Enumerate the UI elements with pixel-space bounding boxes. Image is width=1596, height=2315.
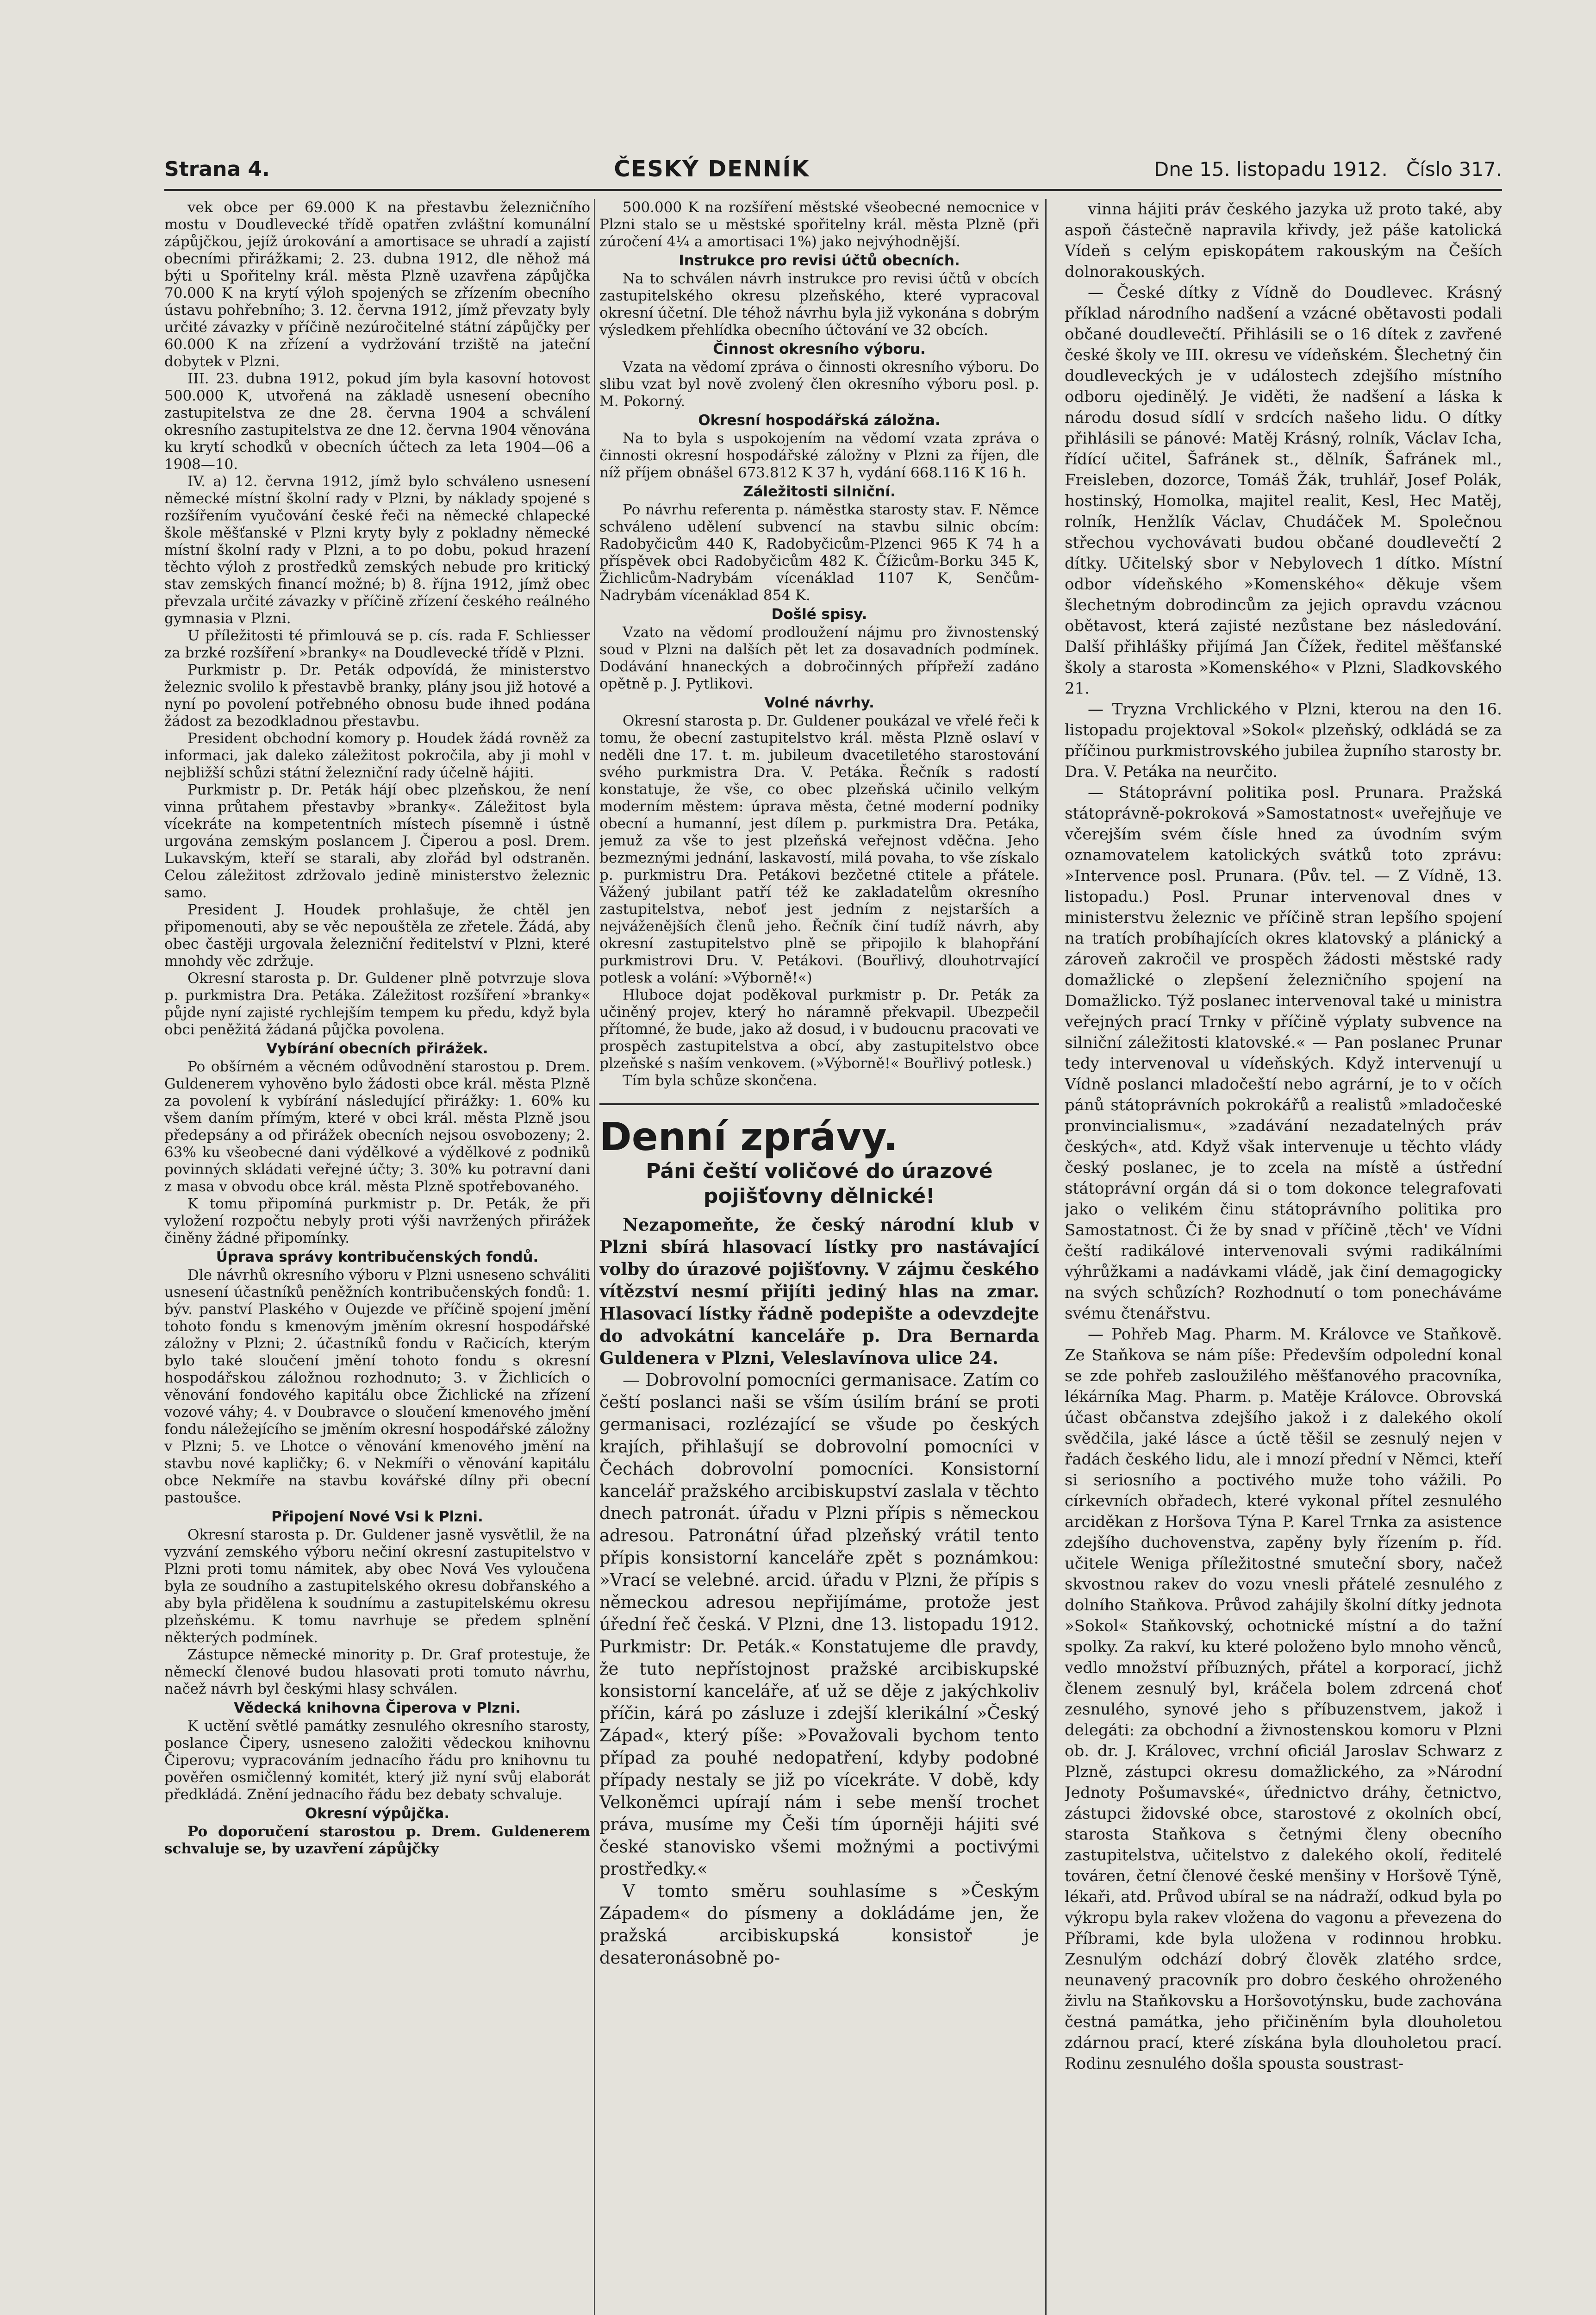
article-paragraph: President J. Houdek prohlašuje, že chtěl jen připomenouti, aby se věc nepouštěla ze zřetele. Žádá, aby obec častěji urgovala železniční ředitelství v Plzni, které mnohdy věc zdržuje.	[164, 901, 590, 970]
article-paragraph: K tomu připomíná purkmistr p. Dr. Peták, že při vyložení rozpočtu nebyly proti výši navržených přirážek činěny žádné připomínky.	[164, 1195, 590, 1246]
article-paragraph: 500.000 K na rozšíření městské všeobecné nemocnice v Plzni stalo se u městské spořitelny král. města Plzně (při zúročení 4¼ a amortisaci 1%) jako nejvýhodnější.	[599, 199, 1039, 250]
column-3	[1065, 199, 1502, 2315]
article-paragraph: Na to schválen návrh instrukce pro revisi účtů v obcích zastupitelského okresu plzeňského, které vypracoval okresní účetní. Dle téhož návrhu byla již vykonána s dobrým výsledkem přehlídka obecního účtování ve 32 obcích.	[599, 270, 1039, 338]
date: Dne 15. listopadu 1912.	[1153, 157, 1388, 181]
article-paragraph: President obchodní komory p. Houdek žádá rovněž za informaci, jak daleko záležitost pokročila, aby ji mohl v nejbližší schůzi státní železniční rady účelně hájiti.	[164, 730, 590, 781]
article-heading: Okresní výpůjčka.	[305, 1805, 450, 1822]
article-paragraph: III. 23. dubna 1912, pokud jím byla kasovní hotovost 500.000 K, utvořená na základě usnesení obecního zastupitelstva ze dne 28. června 1904 a schválení okresního zastupitelstva ze dne 12. června 1904 věnována ku krytí schodků v obecních účtech za leta 1904—06 a 1908—10.	[164, 370, 590, 473]
article-heading: Vybírání obecních přirážek.	[266, 1040, 488, 1057]
article-heading: Činnost okresního výboru.	[713, 341, 926, 357]
notice-block	[599, 1214, 1039, 1369]
article-paragraph: Vzato na vědomí prodloužení nájmu pro živnostenský soud v Plzni na dalších pět let za dosavadních podmínek. Dodávání hnaneckých a dobročinných přípřeží zadáno opětně p. J. Pytlikovi.	[599, 624, 1039, 692]
article-paragraph: Tím byla schůze skončena.	[623, 1072, 817, 1089]
article-paragraph: — České dítky z Vídně do Doudlevec. Krásný příklad národního nadšení a vzácné obětavosti podali občané doudlevečtí. Přihlásili se o 16 dítek z zavřené české školy ve III. okresu ve vídeňském. Šlechetný čin doudleveckých je v událostech zdejšího místního odboru ojedinělý. Je viděti, že nadšení a láska k národu dosud sídlí v srdcích našeho lidu. O dítky přihlásili se pánové: Matěj Krásný, rolník, Václav Icha, řídící učitel, Šafránek st., dělník, Šafránek ml., Freisleben, dozorce, Tomáš Žák, truhlář, Josef Polák, hostinský, Homolka, majitel realit, Kesl, Hec Matěj, rolník, Henžlík Václav, Chudáček M. Společnou střechou vychovávati budou občané doudlevečtí 2 dítky. Učitelský sbor v Nebylovech 1 dítko. Místní odbor vídeňského »Komenského« děkuje všem šlechetným dobrodincům za jejich opravdu vzácnou obětavost, která zajisté nezůstane bez následování. Další přihlášky přijímá Jan Čížek, ředitel měšťanské školy a starosta »Komenského« v Plzni, Sladkovského 21.	[1065, 283, 1502, 698]
article-paragraph: Okresní starosta p. Dr. Guldener jasně vysvětlil, že na vyzvání zemského výboru nečiní okresní zastupitelstvo v Plzni proti tomu námitek, aby obec Nová Ves vyloučena byla ze soudního a zastupitelského okresu dobřanského a aby byla přidělena k soudnímu a zastupitelskému okresu plzeňskému. K tomu navrhuje se předem splnění některých podmínek.	[164, 1527, 590, 1646]
article-paragraph: Zástupce německé minority p. Dr. Graf protestuje, že německí členové budou hlasovati proti tomuto návrhu, načež návrh byl českými hlasy schválen.	[164, 1646, 590, 1697]
column-2-lower	[599, 1369, 1039, 1969]
article-heading: Instrukce pro revisi účtů obecních.	[679, 252, 960, 269]
article-paragraph: Dle návrhů okresního výboru v Plzni usneseno schváliti usnesení účastníků peněžních kontribučenských fondů: 1. býv. panství Plaského v Oujezde ve příčině spojení jmění tohoto fondu s kmenovým jměním okresní hospodářské záložny v Plzni; 2. účastníků fondu v Račicích, kterým bylo také sloučení jmění tohoto fondu s okresní hospodářskou záložnou rozhodnuto; 3. v Žichlicích o věnování fondového kapitálu obce Žichlické na zřízení vozové váhy; 4. v Doubravce o sloučení kmenového jmění fondu náležejícího se jměním okresní hospodářské záložny v Plzni; 5. ve Lhotce o věnování kmenového jmění na stavbu nové kapličky; 6. v Nekmíři o věnování kapitálu obce Nekmíře na stavbu kovářské dílny při obecní pastoušce.	[164, 1267, 590, 1506]
article-paragraph: Purkmistr p. Dr. Peták odpovídá, že ministerstvo železnic svolilo k přestavbě branky, plány jsou již hotové a nyní po povolení potřebného obnosu bude ihned podána žádost za bezodkladnou přestavbu.	[164, 662, 590, 730]
page-number: Strana 4.	[164, 157, 270, 181]
section-subtitle-2: pojišťovny dělnické!	[703, 1184, 935, 1208]
article-heading: Připojení Nové Vsi k Plzni.	[271, 1508, 483, 1525]
column-divider	[594, 199, 595, 2315]
column-1	[164, 199, 590, 2315]
article-heading: Záležitosti silniční.	[743, 483, 896, 500]
article-paragraph: Purkmistr p. Dr. Peták hájí obec plzeňskou, že není vinna průtahem přestavby »branky«. Záležitost byla vícekráte na kompetentních místech písemně i ústně urgována zemským poslancem J. Čiperou a posl. Drem. Lukavským, kteří se starali, aby zlořád byl odstraněn. Celou záležitost zdržovalo jedině ministerstvo železnic samo.	[164, 782, 590, 901]
article-paragraph: IV. a) 12. června 1912, jímž bylo schváleno usnesení německé místní školní rady v Plzni, by náklady spojené s rozšířením vyučování české řeči na německé chlapecké škole měšťanské v Plzni kryty byly z pokladny německé místní školní rady v Plzni, a to po dobu, pokud hrazení těchto výloh z prostředků zemských nebude pro kritický stav zemských financí možné; b) 8. října 1912, jímž obec převzala určité závazky v příčině zřízení českého reálného gymnasia v Plzni.	[164, 473, 590, 627]
issue-number: Číslo 317.	[1406, 157, 1502, 181]
article-paragraph: K uctění světlé památky zesnulého okresního starosty, poslance Čipery, usneseno založiti vědeckou knihovnu Čiperovu; vypracováním jednacího řádu pro knihovnu tu pověřen osmičlenný komitét, který již nyní svůj elaborát předkládá. Znění jednacího řádu bez debaty schvaluje.	[164, 1718, 590, 1803]
column-divider	[1045, 199, 1047, 2315]
newspaper-title: ČESKÝ DENNÍK	[614, 156, 810, 182]
notice-text: Nezapomeňte, že český národní klub v Plzni sbírá hlasovací lístky pro nastávající volby do úrazové pojišťovny. V zájmu českého vítězství nesmí přijíti jediný hlas na zmar. Hlasovací lístky řádně podepište a odevzdejte do advokátní kanceláře p. Dra Bernarda Guldenera v Plzni, Veleslavínova ulice 24.	[599, 1214, 1039, 1368]
article-heading: Úprava správy kontribučenských fondů.	[216, 1249, 539, 1265]
column-2-upper	[599, 199, 1039, 1089]
column-2	[599, 199, 1039, 2315]
header-rule	[164, 189, 1502, 191]
article-paragraph: vinna hájiti práv českého jazyka už proto také, aby aspoň částečně napravila křivdy, jež páše katolická Vídeň s celým episkopátem rakouským na Češích dolnorakouských.	[1065, 200, 1502, 281]
section-subtitle-1: Páni čeští voličové do úrazové	[646, 1159, 993, 1183]
article-paragraph: Po obšírném a věcném odůvodnění starostou p. Drem. Guldenerem vyhověno bylo žádosti obce král. města Plzně za povolení k vybírání následující přirážky: 1. 60% ku všem daním přímým, které v obci král. města Plzně jsou předepsány a od přirážek obecních nejsou osvobozeny; 2. 63% ku všeobecné dani výdělkové a výdělkové z podniků povinných skládati veřejné účty; 3. 30% ku potravní dani z masa v obvodu obce král. města Plzně spotřebovaného.	[164, 1058, 590, 1195]
article-paragraph: U příležitosti té přimlouvá se p. cís. rada F. Schliesser za brzké rozšíření »branky« na Doudlevecké třídě v Plzni.	[164, 627, 590, 661]
article-heading: Volné návrhy.	[764, 694, 874, 711]
article-paragraph: — Dobrovolní pomocníci germanisace. Zatím co čeští poslanci naši se vším úsilím brání se proti germanisaci, rozlézající se všude po českých krajích, přihlašují se dobrovolní pomocníci v Čechách dobrovolní pomocníci. Konsistorní kancelář pražského arcibiskupství zaslala v těchto dnech patronát. úřadu v Plzni přípis s německou adresou. Patronátní úřad plzeňský vrátil tento přípis konsistorní kanceláře zpět s poznámkou: »Vrací se velebné. arcid. úřadu v Plzni, že přípis s německou adresou nepřijímáme, protože jest úřední řeč česká. V Plzni, dne 13. listopadu 1912. Purkmistr: Dr. Peták.« Konstatujeme dle pravdy, že tuto nepřístojnost pražské arcibiskupské konsistorní kanceláře, ať už se děje z jakýchkoliv příčin, kárá po zásluze i zdejší klerikální »Český Západ«, který píše: »Považovali bychom tento případ za pouhé nedopatření, kdyby podobné případy nestaly se již po vícekráte. V době, kdy Velkoněmci upírají nám i sebe menší trochet práva, musíme my Češi tím úporněji hájiti své české stanovisko všemi možnými a poctivými prostředky.«	[599, 1370, 1039, 1879]
article-paragraph: — Pohřeb Mag. Pharm. M. Královce ve Staňkově. Ze Staňkova se nám píše: Především odpolední konal se zde pohřeb zasloužilého měšťanového pracovníka, lékárníka Mag. Pharm. p. Matěje Královce. Obrovská účast občanstva zdejšího jakož i z dalekého okolí svědčila, jaké lásce a úctě těšil se zesnulý nejen v řadách českého lidu, ale i mnozí přední v Němci, kteří si seriosního a poctivého muže toho vážili. Po církevních obřadech, které vykonal přítel zesnulého arciděkan z Horšova Týna P. Karel Trnka za asistence zdejšího duchovenstva, zapěny byly řízením p. říd. učitele Weniga příležitostné smuteční sbory, načež skvostnou rakev do vozu vnesli přátelé zesnulého z dolního Staňkova. Průvod zahájily školní dítky jednota »Sokol« Staňkovský, ochotnické místní a do tažní spolky. Za rakví, ku které položeno bylo mnoho věnců, vedlo množství příbuzných, přátel a korporací, jichž členem zesnulý byl, kráčela bolem zdrcená choť zesnulého, synové jeho s příbuzenstvem, jakož i delegáti: za obchodní a živnostenskou komoru v Plzni ob. dr. J. Královec, vrchní oficiál Jaroslav Schwarz z Plzně, zástupci okresu domažlického, za »Národní Jednoty Pošumavské«, úřednictvo dráhy, četnictvo, zástupci židovské obce, starostové z okolních obcí, starosta Staňkova s četnými členy obecního zastupitelstva, učitelstvo z dalekého okolí, ředitelé továren, četní členové české menšiny v Horšově Týně, lékaři, atd. Průvod ubíral se na nádraží, odkud byla po výkropu byla rakev vložena do vagonu a převezena do Příbrami, kde byla uložena v rodinnou hrobku. Zesnulým odchází dobrý člověk zlatého srdce, neunavený pracovník pro dobro českého ohroženého živlu na Staňkovsku a Horšovotýnsku, bude zachována čestná památka, jeho přičiněním byla dlouholetou zdárnou prací, které získána byla dlouholetou prací. Rodinu zesnulého došla spousta soustrast-	[1065, 1325, 1502, 2073]
section-title: Denní zprávy.	[599, 1114, 898, 1159]
article-paragraph: — Tryzna Vrchlického v Plzni, kterou na den 16. listopadu projektoval »Sokol« plzeňský, odkládá se za příčinou purkmistrovského jubilea župního starosty br. Dra. V. Petáka na neurčito.	[1065, 700, 1502, 781]
article-paragraph: Vzata na vědomí zpráva o činnosti okresního výboru. Do slibu vzat byl nově zvolený člen okresního výboru posl. p. M. Pokorný.	[599, 359, 1039, 410]
article-paragraph: vek obce per 69.000 K na přestavbu železničního mostu v Doudlevecké třídě opatřen zvláštní komunální zápůjčkou, jejíž úrokování a amortisace se uhradí a zajistí obecními přirážkami; 2. 23. dubna 1912, dle něhož má býti u Spořitelny král. města Plzně uzavřena zápůjčka 70.000 K na krytí výloh spojených se zřízením obecního ústavu pohřebního; 3. 12. června 1912, jímž převzaty byly určité závazky v příčině nezúročitelné státní zápůjčky per 60.000 K na zřízení a vydržování trziště na jateční dobytek v Plzni.	[164, 199, 590, 370]
issue-date	[1154, 158, 1502, 181]
article-paragraph: Po doporučení starostou p. Drem. Guldenerem schvaluje se, by uzavření zápůjčky	[164, 1823, 590, 1857]
article-heading: Vědecká knihovna Čiperova v Plzni.	[234, 1700, 521, 1716]
article-paragraph: Hluboce dojat poděkoval purkmistr p. Dr. Peták za učiněný projev, který ho náramně překvapil. Ubezpečil přítomné, že bude, jako až dosud, i v budoucnu pracovati ve prospěch zastupitelstva a obcí, aby zastupitelstvo obce plzeňské s naším venkovem. (»Výborně!« Bouřlivý potlesk.)	[599, 987, 1039, 1072]
article-heading: Došlé spisy.	[771, 606, 867, 623]
article-paragraph: V tomto směru souhlasíme s »Českým Západem« do písmeny a dokládáme jen, že pražská arcibiskupská konsistoř je desateronásobně po-	[599, 1881, 1039, 1968]
article-heading: Okresní hospodářská záložna.	[698, 412, 941, 429]
article-paragraph: Na to byla s uspokojením na vědomí vzata zpráva o činnosti okresní hospodářské záložny v Plzni za říjen, dle níž příjem obnášel 673.812 K 37 h, vydání 668.116 K 16 h.	[599, 430, 1039, 481]
article-paragraph: — Státoprávní politika posl. Prunara. Pražská státoprávně-pokroková »Samostatnost« uveřejňuje ve včerejším svém čísle hned za úvodním svým oznamovatelem katolických svátků toto zprávu: »Intervence posl. Prunara. (Pův. tel. — Z Vídně, 13. listopadu.) Posl. Prunar intervenoval dnes v ministerstvu železnic ve příčině stran lepšího spojení na tratích probíhajících okres klatovský a plánický a zároveň zakročil ve prospěch žádosti městské rady domažlické o zlepšení železničního spojení na Domažlicko. Týž poslanec intervenoval také u ministra veřejných prací Trnky v příčině výplaty subvence na silniční záležitosti klatovské.« — Pan poslanec Prunar tedy intervenoval u vídeňských. Když intervenují u Vídně poslanci mladočeští nebo agrární, je to v očích pánů státoprávních pokrokářů a realistů »mladočeské pronvincialismu«, »zadávání nezadatelných práv českých«, atd. Když však intervenuje u těchto vlády český poslanec, je to zcela na místě a ústřední státoprávní orgán dá si o tom dokonce telegrafovati jako o velikém činu státoprávního politika pro Samostatnost. Či že by snad v příčině ,těch' ve Vídni čeští radikálové intervenovali svými radikálními výhrůžkami a nadávkami vládě, jak činí demagogicky na svých schůzích? Rozhodnutí o tom ponecháváme svému čtenářstvu.	[1065, 783, 1502, 1323]
section-banner	[599, 1103, 1039, 1209]
article-paragraph: Okresní starosta p. Dr. Guldener poukázal ve vřelé řeči k tomu, že obecní zastupitelstvo král. města Plzně oslaví v neděli dne 17. t. m. jubileum dvacetiletého starostování svého purkmistra Dra. V. Petáka. Řečník s radostí konstatuje, že vše, co obec plzeňská učinilo velkým moderním městem: úprava města, četné moderní podniky obecní a humanní, jest dílem p. purkmistra Dra. Petáka, jemuž za vše to jest plzeňská veřejnost vděčna. Jeho bezmeznými jednání, laskavostí, milá povaha, to vše získalo p. purkmistru Dra. Petákovi bezčetné ctitele a přátele. Vážený jubilant patří též ke zakladatelům okresního zastupitelstva, neboť jest jedním z nejstarších a nejváženějších členů jeho. Řečník činí tudíž návrh, aby okresní zastupitelstvo plně se připojilo k blahopřání purkmistrovi Dru. V. Petákovi. (Bouřlivý, dlouhotrvající potlesk a volání: »Výborně!«)	[599, 713, 1039, 986]
article-paragraph: Okresní starosta p. Dr. Guldener plně potvrzuje slova p. purkmistra Dra. Petáka. Záležitost rozšíření »branky« půjde nyní zajisté rychlejším tempem ku předu, když byla obci peněžitá žádaná půjčka povolena.	[164, 970, 590, 1038]
article-paragraph: Po návrhu referenta p. náměstka starosty stav. F. Němce schváleno udělení subvencí na stavbu silnic obcím: Radobyčicům 440 K, Radobyčicům-Plzenci 965 K 74 h a příspěvek obci Radobyčicům 482 K. Čížicům-Borku 345 K, Žichlicům-Nadrybám vícenáklad 1107 K, Senčům-Nadrybám vícenáklad 854 K.	[599, 501, 1039, 604]
page-header	[164, 153, 1502, 185]
